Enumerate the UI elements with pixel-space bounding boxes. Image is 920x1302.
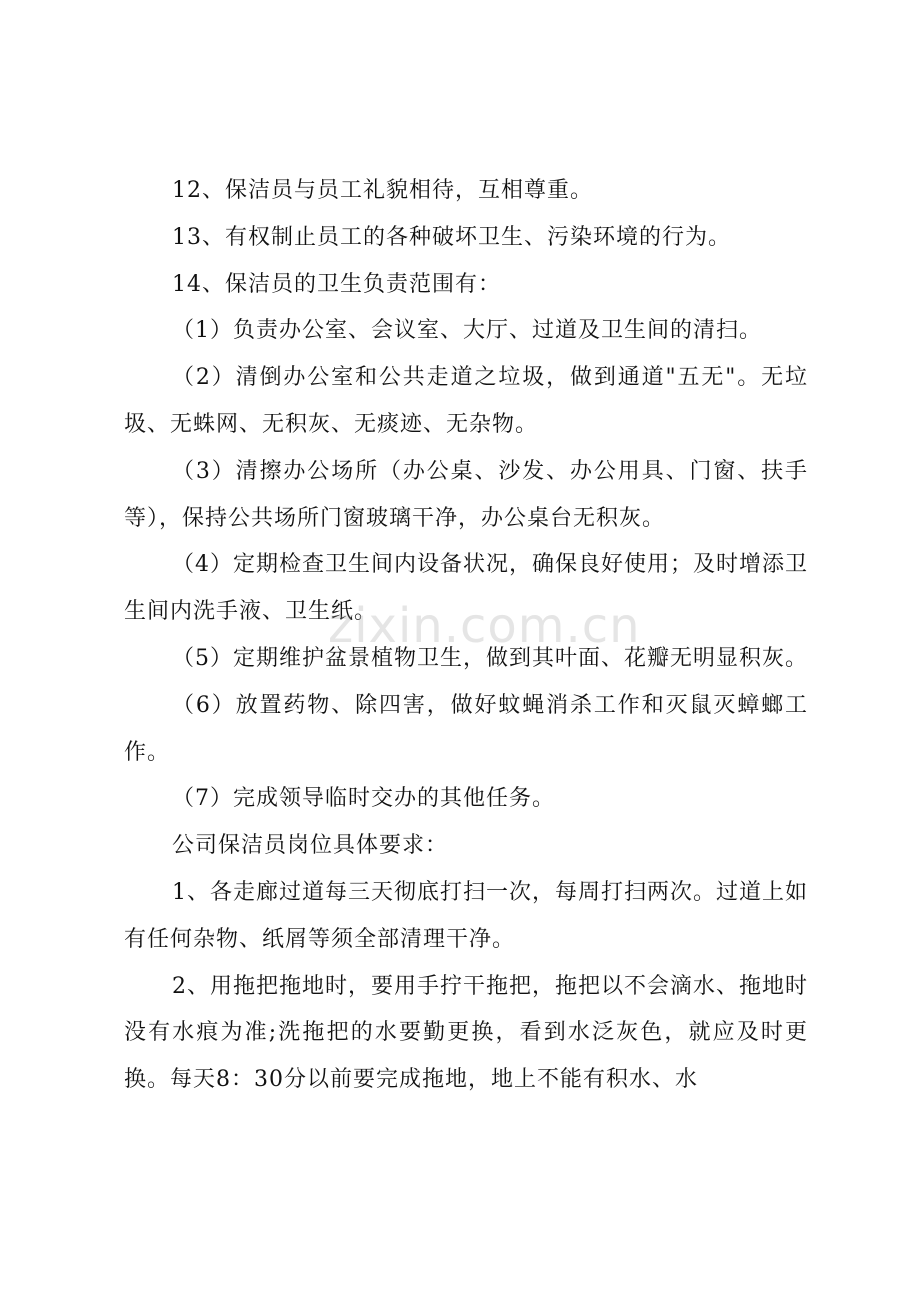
paragraph: （7）完成领导临时交办的其他任务。 [172, 786, 555, 812]
paragraph: 1、各走廊过道每三天彻底打扫一次，每周打扫两次。过道上如有任何杂物、纸屑等须全部清理干净。 [124, 879, 808, 952]
section-heading: 公司保洁员岗位具体要求： [172, 833, 449, 859]
paragraph: （2）清倒办公室和公共走道之垃圾，做到通道"五无"。无垃圾、无蛛网、无积灰、无痰迹、无杂物。 [124, 365, 808, 437]
paragraph: （4）定期检查卫生间内设备状况，确保良好使用；及时增添卫生间内洗手液、卫生纸。 [124, 552, 808, 625]
watermark: zixin.com.cn [328, 598, 641, 654]
paragraph: （1）负责办公室、会议室、大厅、过道及卫生间的清扫。 [172, 318, 762, 344]
paragraph: （6）放置药物、除四害，做好蚊蝇消杀工作和灭鼠灭蟑螂工作。 [124, 692, 808, 765]
paragraph: 2、用拖把拖地时，要用手拧干拖把，拖把以不会滴水、拖地时没有水痕为准;洗拖把的水要勤更换，看到水泛灰色，就应及时更换。每天8：30分以前要完成拖地，地上不能有积水、水 [124, 973, 808, 1093]
paragraph: 14、保洁员的卫生负责范围有： [172, 271, 501, 297]
paragraph: （5）定期维护盆景植物卫生，做到其叶面、花瓣无明显积灰。 [172, 645, 808, 671]
document-body [124, 168, 808, 1104]
paragraph: （3）清擦办公场所（办公桌、沙发、办公用具、门窗、扶手等），保持公共场所门窗玻璃干净，办公桌台无积灰。 [124, 458, 808, 531]
paragraph: 13、有权制止员工的各种破坏卫生、污染环境的行为。 [172, 224, 731, 250]
paragraph: 12、保洁员与员工礼貌相待，互相尊重。 [172, 178, 593, 203]
